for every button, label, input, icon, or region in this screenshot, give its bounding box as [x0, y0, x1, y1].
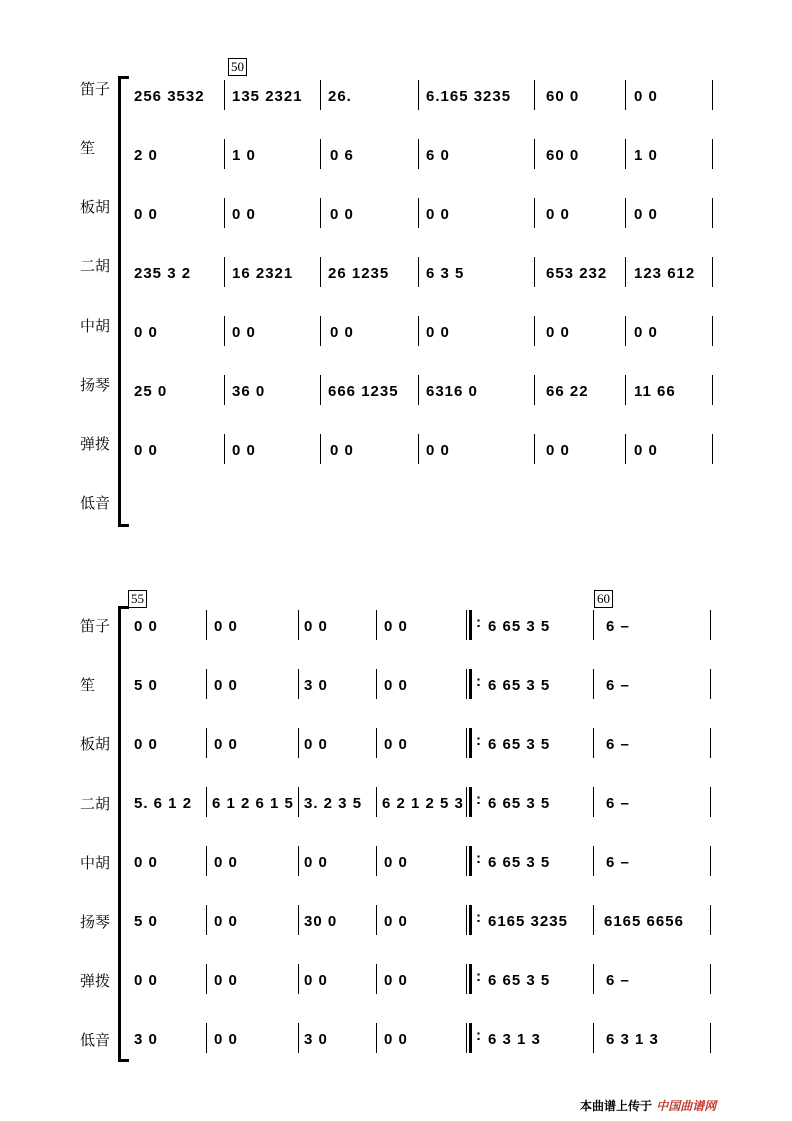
measure: 0 0	[214, 913, 238, 930]
barline	[418, 139, 419, 169]
barline	[593, 669, 594, 699]
barline	[298, 669, 299, 699]
staff-row-tanbo	[0, 442, 792, 482]
measure: 0 0	[232, 324, 256, 341]
barline	[534, 139, 535, 169]
barline	[376, 728, 377, 758]
measure: 0 0	[546, 442, 570, 459]
measure: 6 –	[606, 972, 630, 989]
barline	[712, 375, 713, 405]
staff-row-yangqin	[0, 383, 792, 423]
measure: 0 0	[232, 442, 256, 459]
barline	[376, 787, 377, 817]
measure: 0 0	[330, 324, 354, 341]
barline	[206, 846, 207, 876]
measure: 0 0	[134, 206, 158, 223]
barline	[418, 434, 419, 464]
barline	[712, 80, 713, 110]
staff-row-banhu	[0, 206, 792, 246]
barline	[534, 198, 535, 228]
measure: 16 2321	[232, 265, 294, 282]
barline	[534, 434, 535, 464]
footer-text: 本曲谱上传于	[580, 1099, 653, 1113]
measure: 0 0	[384, 854, 408, 871]
staff-row-zhonghu	[0, 324, 792, 364]
barline	[712, 139, 713, 169]
barline	[298, 905, 299, 935]
site-logo[interactable]: 中国曲谱网	[656, 1099, 717, 1113]
barline	[593, 728, 594, 758]
measure: 6.165 3235	[426, 88, 512, 105]
barline	[206, 1023, 207, 1053]
instrument-label-zhonghu: 中胡	[80, 317, 111, 335]
measure: 0 0	[330, 206, 354, 223]
barline	[224, 434, 225, 464]
measure: 5. 6 1 2	[134, 795, 193, 812]
measure: 6 65 3 5	[488, 795, 551, 812]
measure: 6 –	[606, 795, 630, 812]
measure: 6 2 1 2 5 3	[382, 795, 464, 812]
barline	[206, 905, 207, 935]
barline	[224, 316, 225, 346]
staff-row-erhu	[0, 791, 792, 835]
staff-row-dizi	[0, 614, 792, 658]
repeat-barline	[466, 846, 472, 876]
barline	[418, 375, 419, 405]
instrument-label-dizi: 笛子	[80, 80, 111, 98]
footer-credit	[580, 1097, 716, 1114]
barline	[710, 846, 711, 876]
measure: 30 0	[304, 913, 338, 930]
staff-row-banhu	[0, 732, 792, 776]
measure: 6 65 3 5	[488, 618, 551, 635]
repeat-barline	[466, 610, 472, 640]
repeat-dots: :	[476, 732, 481, 749]
barline	[593, 1023, 594, 1053]
measure: 6165 6656	[604, 913, 684, 930]
barline	[710, 669, 711, 699]
measure: 6 3 1 3	[488, 1031, 541, 1048]
barline	[376, 905, 377, 935]
barline	[625, 198, 626, 228]
staff-row-zhonghu	[0, 850, 792, 894]
barline	[376, 669, 377, 699]
instrument-label-tanbo: 弹拨	[80, 972, 111, 990]
staff-row-dizi	[0, 88, 792, 128]
barline	[320, 375, 321, 405]
measure: 1 0	[634, 147, 658, 164]
repeat-dots: :	[476, 614, 481, 631]
repeat-barline	[466, 1023, 472, 1053]
measure: 6 1 2 6 1 5	[212, 795, 294, 812]
barline	[593, 610, 594, 640]
instrument-label-sheng: 笙	[80, 139, 96, 157]
measure: 0 0	[330, 442, 354, 459]
barline	[710, 610, 711, 640]
measure: 0 0	[634, 88, 658, 105]
barline	[593, 964, 594, 994]
barline	[206, 728, 207, 758]
measure: 3 0	[304, 1031, 328, 1048]
measure: 0 0	[232, 206, 256, 223]
measure: 135 2321	[232, 88, 303, 105]
measure: 0 0	[384, 972, 408, 989]
repeat-dots: :	[476, 673, 481, 690]
measure: 235 3 2	[134, 265, 192, 282]
instrument-label-banhu: 板胡	[80, 198, 111, 216]
measure: 0 0	[426, 442, 450, 459]
measure: 3 0	[134, 1031, 158, 1048]
measure: 11 66	[634, 383, 676, 400]
measure: 0 0	[426, 324, 450, 341]
barline	[593, 905, 594, 935]
measure: 2 0	[134, 147, 158, 164]
measure: 666 1235	[328, 383, 399, 400]
staff-row-erhu	[0, 265, 792, 305]
barline	[418, 198, 419, 228]
measure: 25 0	[134, 383, 168, 400]
measure: 5 0	[134, 677, 158, 694]
measure: 0 0	[134, 736, 158, 753]
measure: 26.	[328, 88, 352, 105]
score-system-2	[0, 588, 792, 1063]
instrument-label-diyin: 低音	[80, 1031, 111, 1049]
barline	[206, 610, 207, 640]
repeat-barline	[466, 728, 472, 758]
barline	[712, 257, 713, 287]
instrument-label-yangqin: 扬琴	[80, 913, 111, 931]
barline	[224, 139, 225, 169]
measure: 26 1235	[328, 265, 390, 282]
barline	[298, 1023, 299, 1053]
barline	[376, 610, 377, 640]
measure: 0 0	[634, 206, 658, 223]
measure: 0 0	[384, 736, 408, 753]
barline	[710, 728, 711, 758]
measure: 0 0	[384, 677, 408, 694]
barline	[712, 198, 713, 228]
staff-row-sheng	[0, 673, 792, 717]
measure: 6165 3235	[488, 913, 568, 930]
barline	[625, 139, 626, 169]
measure: 0 6	[330, 147, 354, 164]
measure: 0 0	[134, 324, 158, 341]
repeat-barline	[466, 787, 472, 817]
barline	[625, 375, 626, 405]
measure: 6 –	[606, 618, 630, 635]
measure: 60 0	[546, 147, 580, 164]
repeat-dots: :	[476, 1027, 481, 1044]
measure: 6 –	[606, 736, 630, 753]
repeat-dots: :	[476, 909, 481, 926]
barline	[534, 375, 535, 405]
barline	[206, 669, 207, 699]
measure: 0 0	[634, 324, 658, 341]
barline	[712, 316, 713, 346]
barline	[320, 80, 321, 110]
barline	[298, 728, 299, 758]
measure: 0 0	[214, 1031, 238, 1048]
barline	[206, 787, 207, 817]
measure: 6 0	[426, 147, 450, 164]
barline	[320, 434, 321, 464]
measure-number-50: 50	[228, 58, 247, 76]
measure: 6 65 3 5	[488, 677, 551, 694]
instrument-label-yangqin: 扬琴	[80, 376, 111, 394]
measure: 0 0	[304, 618, 328, 635]
barline	[593, 787, 594, 817]
barline	[418, 316, 419, 346]
barline	[710, 1023, 711, 1053]
measure: 0 0	[304, 854, 328, 871]
repeat-barline	[466, 964, 472, 994]
measure: 0 0	[214, 854, 238, 871]
barline	[418, 80, 419, 110]
barline	[298, 846, 299, 876]
measure: 6 65 3 5	[488, 972, 551, 989]
measure: 123 612	[634, 265, 696, 282]
measure: 0 0	[384, 913, 408, 930]
measure: 0 0	[634, 442, 658, 459]
measure: 3 0	[304, 677, 328, 694]
instrument-label-tanbo: 弹拨	[80, 435, 111, 453]
barline	[224, 198, 225, 228]
measure: 0 0	[134, 854, 158, 871]
measure: 0 0	[214, 736, 238, 753]
staff-row-diyin	[0, 1027, 792, 1071]
score-system-1	[0, 60, 792, 530]
measure: 0 0	[134, 618, 158, 635]
instrument-label-diyin: 低音	[80, 494, 111, 512]
repeat-barline	[466, 669, 472, 699]
measure: 6 65 3 5	[488, 854, 551, 871]
measure: 0 0	[134, 442, 158, 459]
measure: 256 3532	[134, 88, 205, 105]
measure: 0 0	[304, 736, 328, 753]
staff-row-tanbo	[0, 968, 792, 1012]
measure: 0 0	[214, 972, 238, 989]
barline	[625, 316, 626, 346]
barline	[320, 316, 321, 346]
measure: 0 0	[214, 677, 238, 694]
measure-number-60: 60	[594, 590, 613, 608]
measure: 6 65 3 5	[488, 736, 551, 753]
barline	[224, 375, 225, 405]
barline	[224, 257, 225, 287]
measure: 0 0	[546, 206, 570, 223]
measure: 0 0	[384, 1031, 408, 1048]
instrument-label-dizi: 笛子	[80, 617, 111, 635]
staff-row-sheng	[0, 147, 792, 187]
barline	[534, 316, 535, 346]
barline	[534, 80, 535, 110]
barline	[710, 787, 711, 817]
barline	[534, 257, 535, 287]
instrument-label-erhu: 二胡	[80, 257, 111, 275]
measure: 66 22	[546, 383, 589, 400]
measure: 0 0	[546, 324, 570, 341]
barline	[298, 964, 299, 994]
measure: 5 0	[134, 913, 158, 930]
measure: 0 0	[384, 618, 408, 635]
measure: 6 3 5	[426, 265, 465, 282]
repeat-dots: :	[476, 850, 481, 867]
measure: 3. 2 3 5	[304, 795, 363, 812]
measure-number-55: 55	[128, 590, 147, 608]
measure: 6316 0	[426, 383, 478, 400]
barline	[625, 434, 626, 464]
barline	[298, 610, 299, 640]
barline	[625, 257, 626, 287]
measure: 0 0	[214, 618, 238, 635]
instrument-label-sheng: 笙	[80, 676, 96, 694]
barline	[593, 846, 594, 876]
measure: 6 3 1 3	[606, 1031, 659, 1048]
measure: 6 –	[606, 677, 630, 694]
barline	[320, 257, 321, 287]
barline	[625, 80, 626, 110]
barline	[376, 846, 377, 876]
staff-row-yangqin	[0, 909, 792, 953]
barline	[710, 905, 711, 935]
barline	[418, 257, 419, 287]
repeat-dots: :	[476, 968, 481, 985]
barline	[298, 787, 299, 817]
barline	[376, 964, 377, 994]
measure: 0 0	[134, 972, 158, 989]
barline	[376, 1023, 377, 1053]
barline	[206, 964, 207, 994]
measure: 6 –	[606, 854, 630, 871]
instrument-label-zhonghu: 中胡	[80, 854, 111, 872]
measure: 0 0	[304, 972, 328, 989]
barline	[712, 434, 713, 464]
measure: 1 0	[232, 147, 256, 164]
measure: 653 232	[546, 265, 608, 282]
measure: 60 0	[546, 88, 580, 105]
measure: 36 0	[232, 383, 266, 400]
repeat-dots: :	[476, 791, 481, 808]
repeat-barline	[466, 905, 472, 935]
instrument-label-banhu: 板胡	[80, 735, 111, 753]
instrument-label-erhu: 二胡	[80, 795, 111, 813]
measure: 0 0	[426, 206, 450, 223]
barline	[710, 964, 711, 994]
barline	[224, 80, 225, 110]
barline	[320, 139, 321, 169]
barline	[320, 198, 321, 228]
